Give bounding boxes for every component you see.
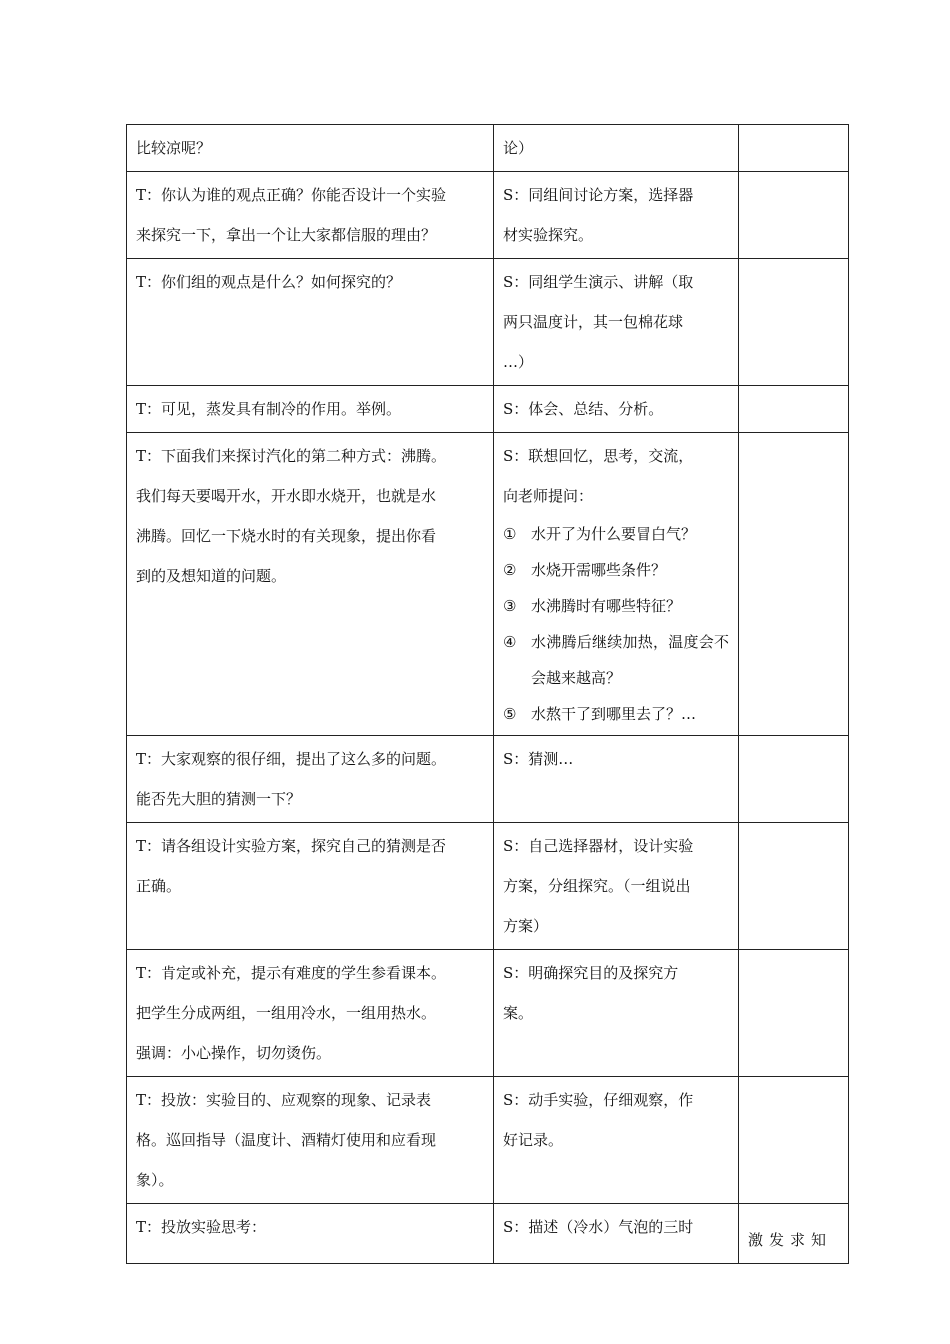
cell-line: 来探究一下，拿出一个让大家都信服的理由？ xyxy=(136,226,437,244)
table-row xyxy=(127,433,849,736)
cell-line: …） xyxy=(503,353,534,371)
cell-line: T：大家观察的很仔细，提出了这么多的问题。 xyxy=(136,750,447,768)
table-row xyxy=(127,823,849,950)
question-number: ② xyxy=(503,561,517,579)
remark-cell xyxy=(739,386,849,433)
student-activity-cell xyxy=(494,125,739,172)
cell-line: 方案） xyxy=(503,917,549,935)
cell-line: S：自己选择器材，设计实验 xyxy=(503,837,694,855)
question-number: ③ xyxy=(503,597,517,615)
teacher-activity-cell xyxy=(127,125,494,172)
cell-line: T：投放实验思考： xyxy=(136,1218,267,1236)
cell-line: 到的及想知道的问题。 xyxy=(136,567,287,585)
cell-line: S：猜测… xyxy=(503,750,574,768)
cell-line: S：同组间讨论方案，选择器 xyxy=(503,186,694,204)
teacher-activity-cell xyxy=(127,433,494,736)
table-row xyxy=(127,386,849,433)
cell-line: 向老师提问： xyxy=(503,487,594,505)
cell-line: S：体会、总结、分析。 xyxy=(503,400,664,418)
cell-line: 两只温度计，其一包棉花球 xyxy=(503,313,684,331)
cell-line: 方案，分组探究。（一组说出 xyxy=(503,877,691,895)
question-item xyxy=(503,552,729,588)
remark-cell xyxy=(739,1204,849,1264)
teacher-activity-cell xyxy=(127,386,494,433)
cell-line: 沸腾。回忆一下烧水时的有关现象，提出你看 xyxy=(136,527,437,545)
question-number: ④ xyxy=(503,633,517,651)
question-item xyxy=(503,696,729,732)
cell-line: T：投放：实验目的、应观察的现象、记录表 xyxy=(136,1091,432,1109)
table-row xyxy=(127,259,849,386)
table-row xyxy=(127,950,849,1077)
table-body xyxy=(127,125,849,1264)
cell-line: 把学生分成两组，一组用冷水，一组用热水。 xyxy=(136,1004,437,1022)
table-row xyxy=(127,736,849,823)
question-text: 水沸腾时有哪些特征？ xyxy=(531,597,682,615)
question-text: 水沸腾后继续加热，温度会不会越来越高？ xyxy=(531,633,729,687)
teacher-activity-cell xyxy=(127,172,494,259)
remark-cell xyxy=(739,950,849,1077)
student-activity-cell xyxy=(494,259,739,386)
question-item xyxy=(503,588,729,624)
cell-line: S：同组学生演示、讲解（取 xyxy=(503,273,694,291)
teacher-activity-cell xyxy=(127,259,494,386)
question-list xyxy=(503,516,729,732)
student-activity-cell xyxy=(494,950,739,1077)
cell-line: 比较凉呢？ xyxy=(136,139,212,157)
student-activity-cell xyxy=(494,172,739,259)
teacher-activity-cell xyxy=(127,1204,494,1264)
remark-text: 激发求知 xyxy=(748,1231,833,1249)
student-activity-cell xyxy=(494,433,739,736)
cell-line: T：你们组的观点是什么？如何探究的？ xyxy=(136,273,402,291)
question-item xyxy=(503,624,729,696)
remark-cell xyxy=(739,433,849,736)
remark-cell xyxy=(739,823,849,950)
question-number: ⑤ xyxy=(503,705,517,723)
table-row xyxy=(127,1077,849,1204)
cell-line: 案。 xyxy=(503,1004,534,1022)
cell-line: S：明确探究目的及探究方 xyxy=(503,964,679,982)
teacher-activity-cell xyxy=(127,823,494,950)
cell-line: 我们每天要喝开水，开水即水烧开，也就是水 xyxy=(136,487,437,505)
cell-line: 好记录。 xyxy=(503,1131,564,1149)
student-activity-cell xyxy=(494,736,739,823)
table-row xyxy=(127,172,849,259)
remark-cell xyxy=(739,1077,849,1204)
cell-line: S：动手实验，仔细观察，作 xyxy=(503,1091,694,1109)
remark-cell xyxy=(739,172,849,259)
cell-line: 材实验探究。 xyxy=(503,226,594,244)
question-number: ① xyxy=(503,525,517,543)
student-activity-cell xyxy=(494,1204,739,1264)
question-text: 水熬干了到哪里去了？… xyxy=(531,705,697,723)
teacher-activity-cell xyxy=(127,950,494,1077)
cell-line: 强调：小心操作，切勿烫伤。 xyxy=(136,1044,332,1062)
cell-line: T：可见，蒸发具有制冷的作用。举例。 xyxy=(136,400,402,418)
teacher-activity-cell xyxy=(127,736,494,823)
question-item xyxy=(503,516,729,552)
student-activity-cell xyxy=(494,823,739,950)
lesson-plan-table xyxy=(126,124,849,1264)
cell-line: T：你认为谁的观点正确？你能否设计一个实验 xyxy=(136,186,447,204)
cell-line: S：联想回忆，思考，交流， xyxy=(503,447,694,465)
cell-line: 正确。 xyxy=(136,877,182,895)
cell-line: 格。巡回指导（温度计、酒精灯使用和应看现 xyxy=(136,1131,437,1149)
table-row xyxy=(127,1204,849,1264)
student-activity-cell xyxy=(494,1077,739,1204)
remark-cell xyxy=(739,736,849,823)
question-text: 水烧开需哪些条件？ xyxy=(531,561,667,579)
table-row xyxy=(127,125,849,172)
cell-line: T：下面我们来探讨汽化的第二种方式：沸腾。 xyxy=(136,447,447,465)
cell-line: 象）。 xyxy=(136,1171,174,1189)
teacher-activity-cell xyxy=(127,1077,494,1204)
cell-line: T：请各组设计实验方案，探究自己的猜测是否 xyxy=(136,837,447,855)
cell-line: 论） xyxy=(503,139,534,157)
cell-line: 能否先大胆的猜测一下？ xyxy=(136,790,302,808)
student-activity-cell xyxy=(494,386,739,433)
question-text: 水开了为什么要冒白气？ xyxy=(531,525,697,543)
remark-cell xyxy=(739,259,849,386)
cell-line: S：描述（冷水）气泡的三时 xyxy=(503,1218,694,1236)
cell-line: T：肯定或补充，提示有难度的学生参看课本。 xyxy=(136,964,447,982)
remark-cell xyxy=(739,125,849,172)
